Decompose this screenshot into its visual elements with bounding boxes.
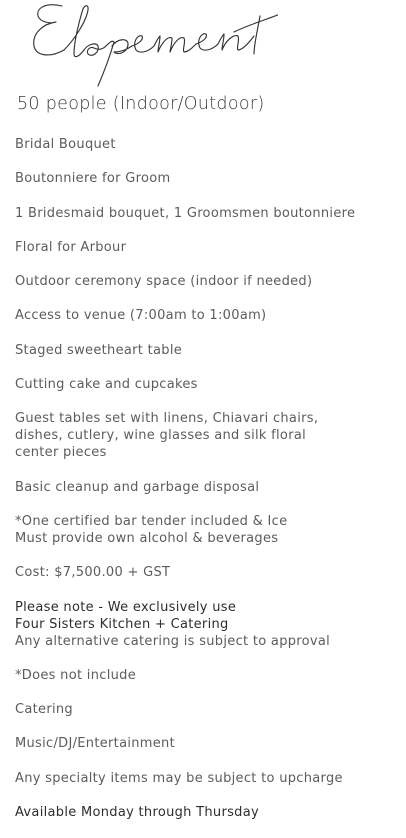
list-item-ceremony: Outdoor ceremony space (indoor if needed)	[15, 274, 313, 290]
list-item-sweetheart: Staged sweetheart table	[15, 342, 183, 358]
list-item-arbour: Floral for Arbour	[15, 239, 127, 255]
guest-tables-line-3: center pieces	[15, 445, 107, 461]
list-item-bouquet: Bridal Bouquet	[15, 137, 116, 152]
guest-tables-line-1: Guest tables set with linens, Chiavari chairs,	[15, 411, 319, 427]
price-text: Cost: $7,500.00 + GST	[15, 565, 171, 581]
exclusion-music: Music/DJ/Entertainment	[15, 736, 175, 752]
title-text: Elopement	[28, 0, 34, 1]
catering-note-line-1: Please note - We exclusively use	[15, 599, 237, 615]
exclusion-catering: Catering	[15, 702, 73, 718]
bartender-line-2: Must provide own alcohol & beverages	[15, 530, 279, 546]
availability-text: Available Monday through Thursday	[15, 805, 259, 821]
list-item-access: Access to venue (7:00am to 1:00am)	[15, 308, 267, 324]
list-item-bartender	[15, 513, 395, 547]
package-inclusions-list	[15, 136, 395, 838]
list-item-cleanup: Basic cleanup and garbage disposal	[15, 479, 260, 495]
page-title	[28, 0, 278, 92]
package-subtitle: 50 people (Indoor/Outdoor)	[17, 94, 265, 114]
catering-note	[15, 599, 395, 650]
not-included-header: *Does not include	[15, 667, 136, 683]
list-item-guest-tables	[15, 410, 395, 461]
guest-tables-line-2: dishes, cutlery, wine glasses and silk floral	[15, 428, 307, 444]
list-item-cake: Cutting cake and cupcakes	[15, 377, 198, 393]
list-item-boutonniere: Boutonniere for Groom	[15, 171, 171, 187]
catering-note-line-3: Any alternative catering is subject to approval	[15, 633, 331, 649]
catering-note-line-2: Four Sisters Kitchen + Catering	[15, 616, 229, 632]
elopement-script-title	[28, 0, 278, 92]
list-item-bridesmaid: 1 Bridesmaid bouquet, 1 Groomsmen boutonniere	[15, 205, 356, 221]
specialty-note: Any specialty items may be subject to upcharge	[15, 770, 343, 786]
bartender-line-1: *One certified bar tender included & Ice	[15, 513, 288, 529]
